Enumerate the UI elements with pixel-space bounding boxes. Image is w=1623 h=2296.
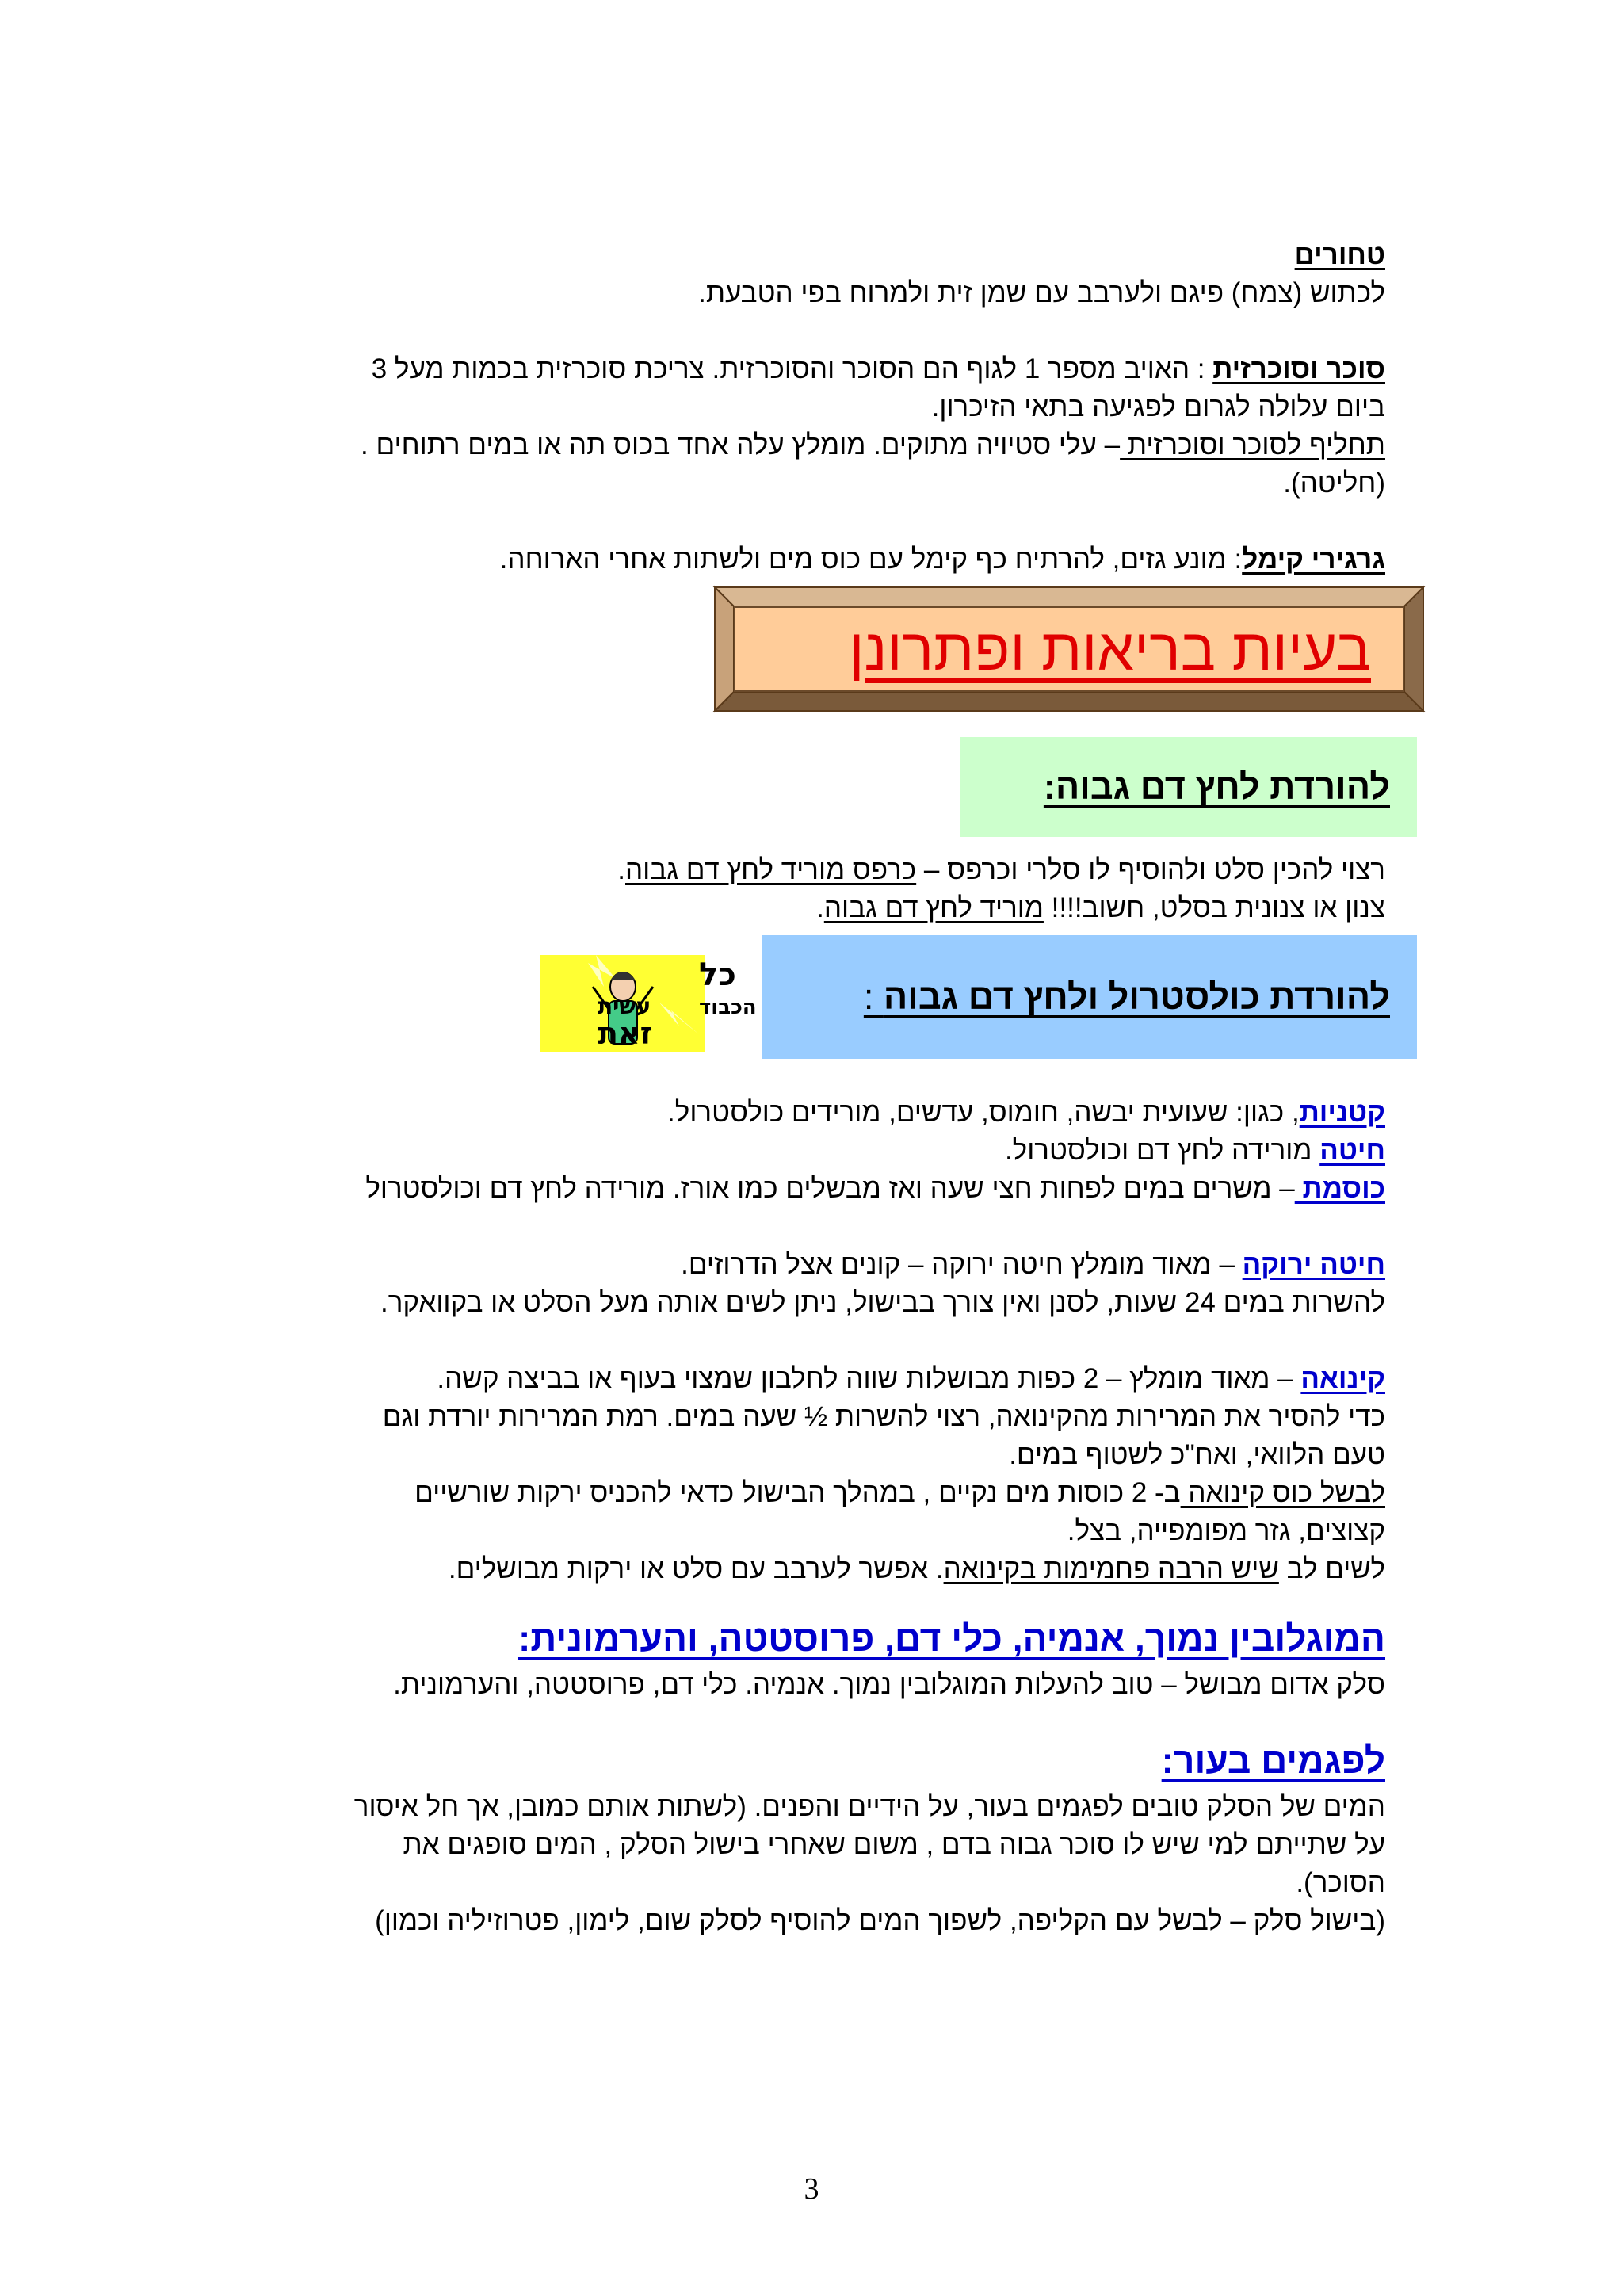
skin-line-3: הסוכר). bbox=[1296, 1867, 1385, 1898]
buckwheat-title: כוסמת bbox=[1294, 1173, 1385, 1204]
hemoglobin-block bbox=[252, 1666, 1385, 1704]
buckwheat-text: – משרים במים לפחות חצי שעה ואז מבשלים כמו אורז. מורידה לחץ דם וכולסטרול bbox=[365, 1173, 1295, 1204]
skin-line-2: על שתייתם למי שיש לו סוכר גבוה בדם , משום שאחרי בישול הסלק , המים סופגים את bbox=[403, 1829, 1385, 1860]
top-block bbox=[252, 236, 1385, 579]
quinoa-note-a: לשים לב bbox=[1278, 1553, 1385, 1584]
techorim-text: לכתוש (צמח) פיגם ולערבב עם שמן זית ולמרוח בפי הטבעת. bbox=[698, 277, 1385, 308]
logo-text-mid: הכבוד bbox=[699, 995, 757, 1019]
quinoa-note-line bbox=[252, 1550, 1385, 1588]
well-done-clipart-svg bbox=[540, 955, 757, 1052]
substitute-title: תחליף לסוכר וסוכרזית bbox=[1120, 430, 1385, 460]
bp-line-1-a: רצוי להכין סלט ולהוסיף לו סלרי וכרפס – bbox=[916, 854, 1385, 885]
logo-text-bottom: זאת bbox=[598, 1016, 652, 1051]
cholesterol-block bbox=[252, 1094, 1385, 1588]
substitute-text-2: (חליטה). bbox=[1283, 468, 1385, 499]
kimel-text: : מונע גזים, להרתיח כף קימל עם כוס מים ולשתות אחרי הארוחה. bbox=[499, 544, 1243, 575]
blood-pressure-heading: להורדת לחץ דם גבוה: bbox=[1043, 766, 1390, 807]
cook-text: ב- 2 כוסות מים נקיים , במהלך הבישול כדאי להכניס ירקות שורשיים bbox=[414, 1477, 1181, 1508]
skin-block bbox=[252, 1788, 1385, 1940]
green-wheat-text-2: להשרות במים 24 שעות, לסנן ואין צורך בבישול, ניתן לשים אותה מעל הסלט או בקוואקר. bbox=[380, 1287, 1385, 1318]
quinoa-note-b: שיש הרבה פחמימות בקינואה bbox=[943, 1553, 1279, 1584]
kimel-title: גרגירי קימל bbox=[1242, 544, 1385, 575]
logo-text-top: כל bbox=[699, 957, 736, 993]
wheat-line bbox=[252, 1132, 1385, 1170]
bp-line-1-b: כרפס מוריד לחץ דם גבוה bbox=[625, 854, 917, 885]
green-wheat-line bbox=[252, 1246, 1385, 1284]
blood-pressure-block bbox=[252, 851, 1385, 927]
cook-title: לבשל כוס קינואה bbox=[1180, 1477, 1385, 1508]
kimel-line bbox=[252, 541, 1385, 579]
quinoa-note-c: . אפשר לערבב עם סלט או ירקות מבושלים. bbox=[448, 1553, 944, 1584]
quinoa-title: קינואה bbox=[1300, 1363, 1385, 1394]
banner-face bbox=[734, 606, 1404, 692]
cholesterol-heading-box bbox=[762, 935, 1417, 1059]
logo-text-right: עשית bbox=[598, 993, 651, 1019]
techorim-title: טחורים bbox=[1294, 239, 1385, 270]
bp-line-1-c: . bbox=[617, 854, 625, 885]
cook-text-2: קצוצים, גזר מפומפייה, בצל. bbox=[1067, 1515, 1385, 1546]
bp-line-2-c: . bbox=[816, 892, 824, 923]
cholesterol-heading-text: להורדת כולסטרול ולחץ דם גבוה bbox=[883, 976, 1390, 1017]
skin-line-1: המים של הסלק טובים לפגמים בעור, על הידיים והפנים. (לשתות אותם כמובן, אך חל איסור bbox=[353, 1791, 1385, 1822]
page-number: 3 bbox=[804, 2172, 819, 2206]
bp-line-2 bbox=[252, 889, 1385, 927]
blood-pressure-heading-box bbox=[960, 737, 1417, 837]
sugar-line bbox=[252, 350, 1385, 388]
sugar-text-2: ביום עלולה לגרום לפגיעה בתאי הזיכרון. bbox=[931, 392, 1385, 422]
banner-title: בעיות בריאות ופתרונן bbox=[849, 616, 1371, 682]
hemoglobin-text: סלק אדום מבושל – טוב להעלות המוגלובין נמוך. אנמיה. כלי דם, פרוסטטה, והערמונית. bbox=[393, 1669, 1385, 1700]
well-done-clipart bbox=[540, 955, 757, 1052]
green-wheat-text: – מאוד מומלץ חיטה ירוקה – קונים אצל הדרוזים. bbox=[681, 1249, 1243, 1280]
skin-heading: לפגמים בעור: bbox=[1161, 1740, 1385, 1781]
substitute-line bbox=[252, 426, 1385, 464]
wheat-title: חיטה bbox=[1319, 1135, 1385, 1166]
bp-line-2-b: מוריד לחץ דם גבוה bbox=[823, 892, 1044, 923]
hemoglobin-heading: המוגלובין נמוך, אנמיה, כלי דם, פרוסטטה, והערמונית: bbox=[517, 1618, 1385, 1659]
wheat-text: מורידה לחץ דם וכולסטרול. bbox=[1004, 1135, 1320, 1166]
sugar-text: : האויב מספר 1 לגוף הם הסוכר והסוכרזית. צריכת סוכרזית בכמות מעל 3 bbox=[371, 353, 1213, 384]
sugar-title: סוכר וסוכרזית bbox=[1212, 353, 1385, 384]
buckwheat-line bbox=[252, 1170, 1385, 1208]
quinoa-text-3: טעם הלוואי, ואח"כ לשטוף במים. bbox=[1009, 1439, 1385, 1470]
bp-line-1 bbox=[252, 851, 1385, 889]
substitute-text: – עלי סטיויה מתוקים. מומלץ עלה אחד בכוס תה או במים רתוחים . bbox=[361, 430, 1121, 460]
health-banner bbox=[715, 587, 1423, 711]
green-wheat-title: חיטה ירוקה bbox=[1242, 1249, 1385, 1280]
cook-line bbox=[252, 1474, 1385, 1512]
cholesterol-heading-suffix: : bbox=[863, 976, 884, 1017]
quinoa-text-2: כדי להסיר את המרירות מהקינואה, רצוי להשרות ½ שעה במים. רמת המרירות יורדת וגם bbox=[382, 1401, 1385, 1432]
skin-line-4: (בישול סלק – לבשל עם הקליפה, לשפוך המים להוסיף לסלק שום, לימון, פטרוזיליה וכמון) bbox=[375, 1905, 1385, 1936]
quinoa-text: – מאוד מומלץ – 2 כפות מבושלות שווה לחלבון שמצוי בעוף או בביצה קשה. bbox=[437, 1363, 1301, 1394]
cholesterol-heading bbox=[864, 976, 1390, 1018]
legumes-line bbox=[252, 1094, 1385, 1132]
techorim-title-line bbox=[252, 236, 1385, 274]
legumes-text: , כגון: שעועית יבשה, חומוס, עדשים, מורידים כולסטרול. bbox=[667, 1097, 1300, 1128]
bp-line-2-a: צנון או צנונית בסלט, חשוב!!!! bbox=[1043, 892, 1385, 923]
quinoa-line bbox=[252, 1360, 1385, 1398]
legumes-title: קטניות bbox=[1299, 1097, 1385, 1128]
